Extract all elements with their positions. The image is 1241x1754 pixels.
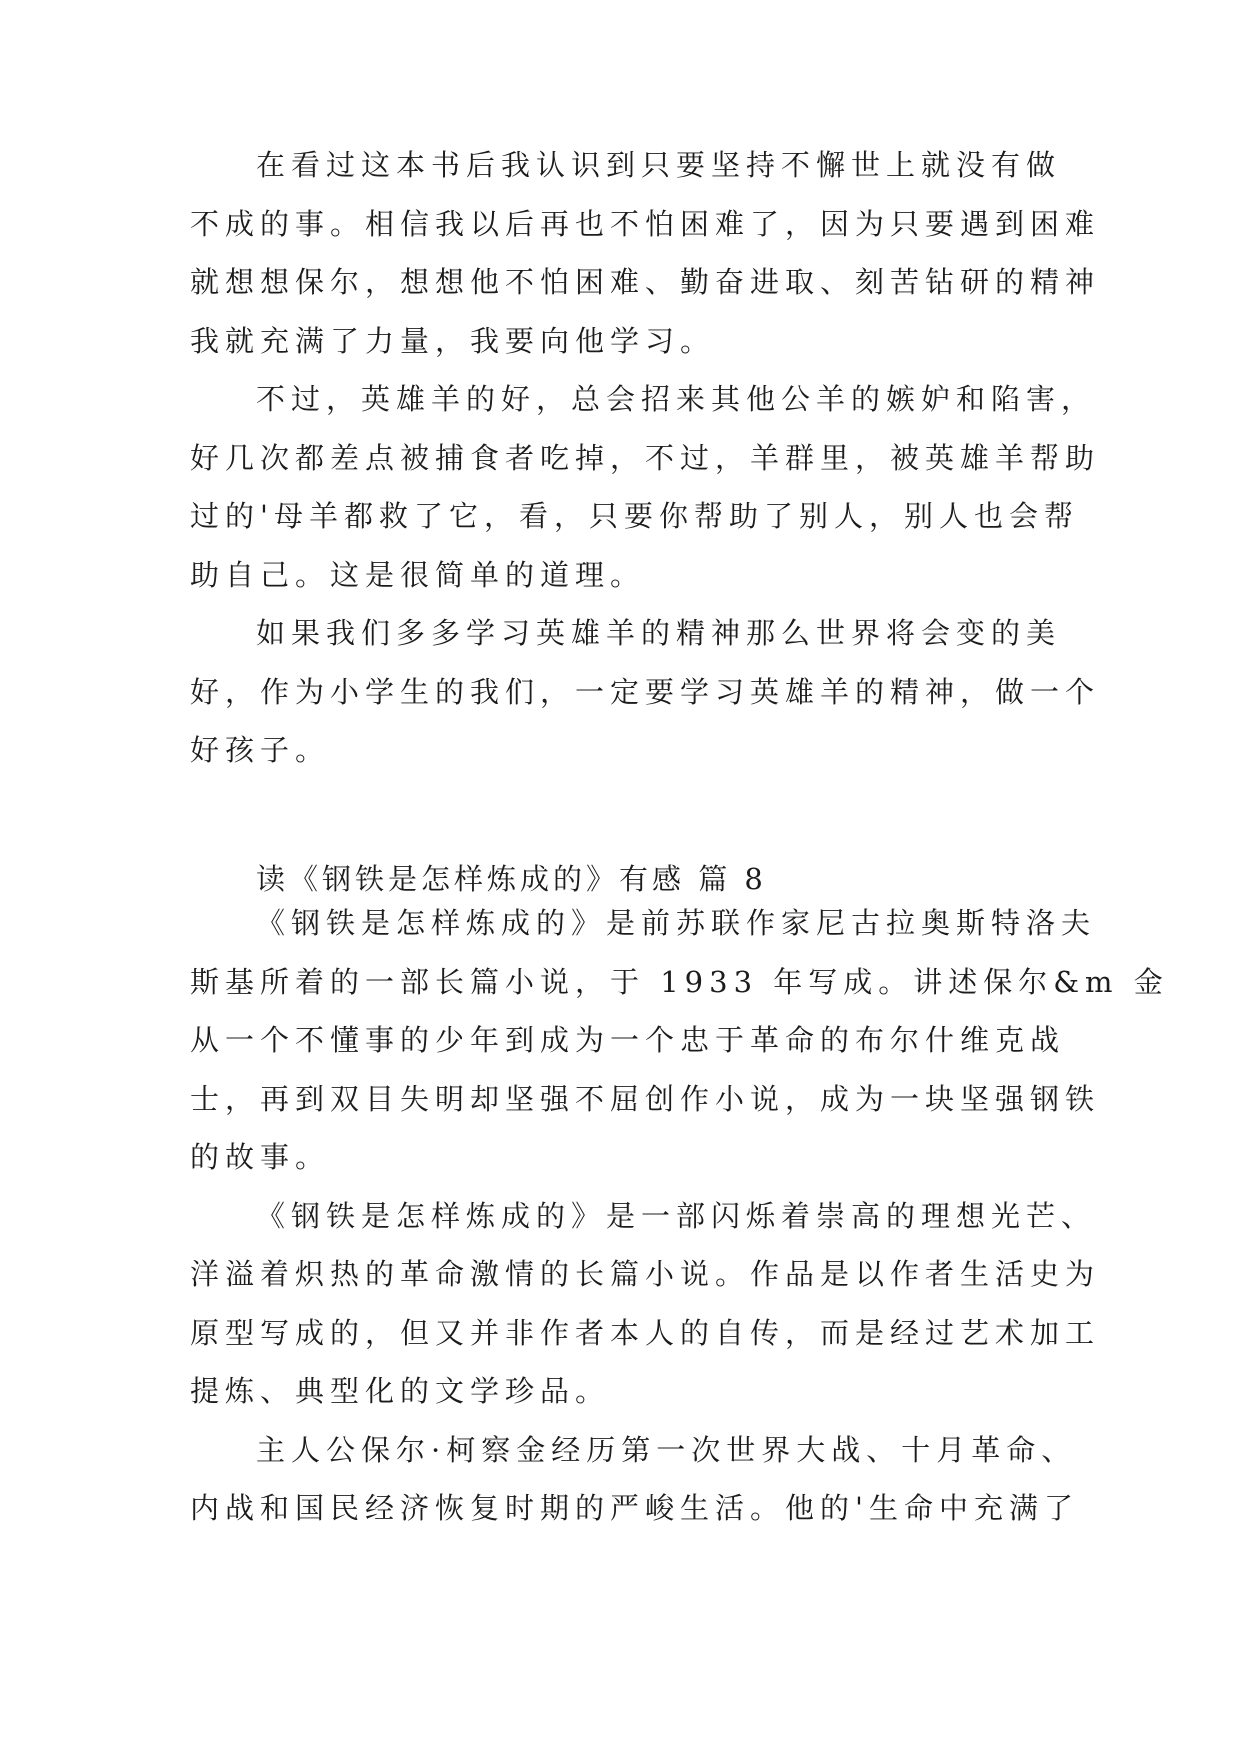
text-line: 斯基所着的一部长篇小说，于 1933 年写成。讲述保尔&m 金 [190,964,1169,999]
text-line: 从一个不懂事的少年到成为一个忠于革命的布尔什维克战 [190,1023,1066,1057]
text-line: 原型写成的，但又并非作者本人的自传，而是经过艺术加工 [190,1315,1101,1350]
text-line: 就想想保尔，想想他不怕困难、勤奋进取、刻苦钻研的精神 [190,265,1101,299]
text-line: 不成的事。相信我以后再也不怕困难了，因为只要遇到困难 [190,206,1101,241]
text-line: 内战和国民经济恢复时期的严峻生活。他的'生命中充满了 [190,1491,1079,1525]
paragraph-4 [190,894,1169,1187]
text-line: 不过，英雄羊的好，总会招来其他公羊的嫉妒和陷害， [256,382,1097,416]
text-line: 我就充满了力量，我要向他学习。 [190,323,716,358]
text-line: 《钢铁是怎样炼成的》是前苏联作家尼古拉奥斯特洛夫 [256,906,1097,940]
text-line: 如果我们多多学习英雄羊的精神那么世界将会变的美 [256,616,1062,650]
paragraph-6 [190,1421,1079,1538]
paragraph-3 [190,604,1101,780]
text-line: 提炼、典型化的文学珍品。 [190,1374,611,1408]
text-line: 过的'母羊都救了它，看，只要你帮助了别人，别人也会帮 [190,499,1079,533]
section-b [190,894,1169,1538]
text-line: 洋溢着炽热的革命激情的长篇小说。作品是以作者生活史为 [190,1257,1101,1291]
text-line: 《钢铁是怎样炼成的》是一部闪烁着崇高的理想光芒、 [256,1198,1097,1233]
text-line: 的故事。 [190,1140,331,1174]
section-heading: 读《钢铁是怎样炼成的》有感 篇 8 [256,862,767,896]
paragraph-2 [190,370,1101,604]
section-a [190,136,1101,780]
text-line: 在看过这本书后我认识到只要坚持不懈世上就没有做 [256,148,1062,182]
paragraph-5 [190,1187,1101,1421]
text-line: 士，再到双目失明却坚强不屈创作小说，成为一块坚强钢铁 [190,1081,1101,1116]
text-line: 主人公保尔·柯察金经历第一次世界大战、十月革命、 [256,1432,1077,1467]
paragraph-1 [190,136,1101,370]
text-line: 好孩子。 [190,733,331,767]
text-line: 助自己。这是很简单的道理。 [190,557,646,592]
text-line: 好几次都差点被捕食者吃掉，不过，羊群里，被英雄羊帮助 [190,440,1101,475]
text-line: 好，作为小学生的我们，一定要学习英雄羊的精神，做一个 [190,674,1101,709]
